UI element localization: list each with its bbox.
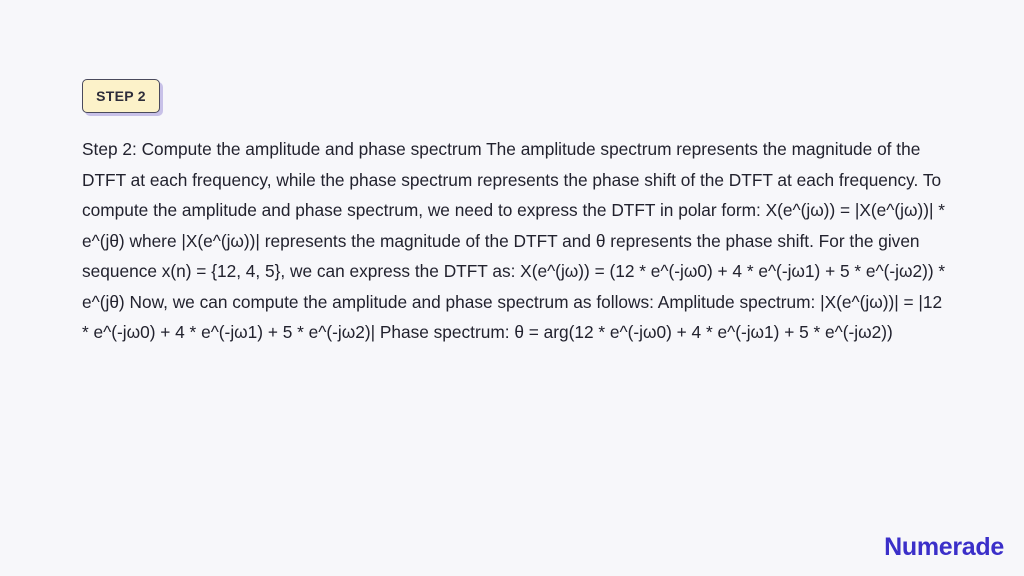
solution-step-text: Step 2: Compute the amplitude and phase spectrum The amplitude spectrum represents the magnitude of the DTFT at each frequency, while the phase spectrum represents the phase shift of the DTFT at each frequency. To compute the amplitude and phase spectrum, we need to express the DTFT in polar form: X(e^(jω)) = |X(e^(jω))| * e^(jθ) where |X(e^(jω))| represents the magnitude of the DTFT and θ represents the phase shift. For the given sequence x(n) = {12, 4, 5}, we can express the DTFT as: X(e^(jω)) = (12 * e^(-jω0) + 4 * e^(-jω1) + 5 * e^(-jω2)) * e^(jθ) Now, we can compute the amplitude and phase spectrum as follows: Amplitude spectrum: |X(e^(jω))| = |12 * e^(-jω0) + 4 * e^(-jω1) + 5 * e^(-jω2)| Phase spectrum: θ = arg(12 * e^(-jω0) + 4 * e^(-jω1) + 5 * e^(-jω2)) — [82, 139, 946, 342]
step-badge: STEP 2 — [82, 79, 160, 113]
numerade-logo[interactable]: Numerade — [884, 533, 1004, 561]
